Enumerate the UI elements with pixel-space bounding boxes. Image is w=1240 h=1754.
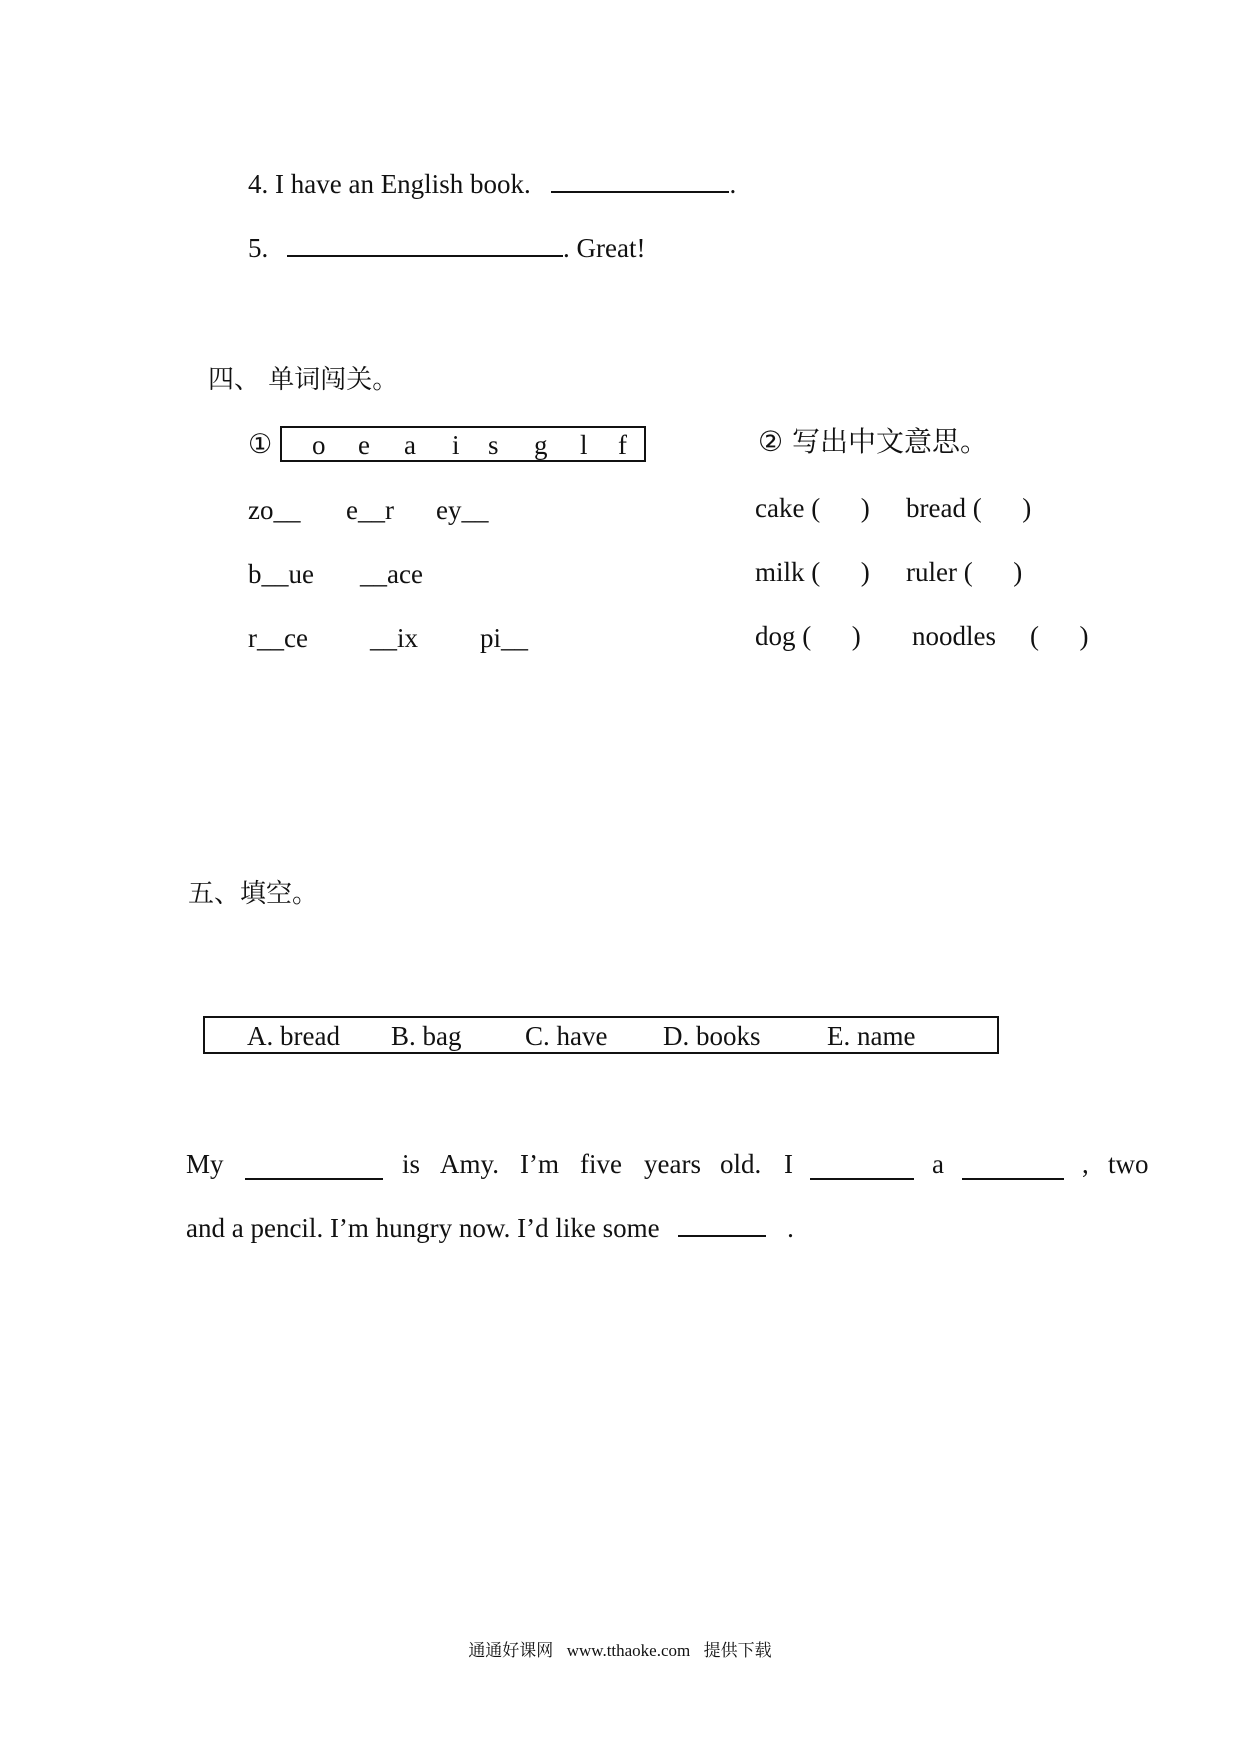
fill-word: b__ue (248, 559, 314, 589)
letter-item: a (404, 430, 416, 460)
answer-blank-4[interactable] (551, 169, 729, 193)
question-5 (248, 232, 645, 264)
passage-word: years (644, 1149, 701, 1179)
passage-blank-3[interactable] (962, 1156, 1064, 1180)
fill-word: e__r (346, 495, 394, 525)
section-5-heading: 五、填空。 (188, 879, 319, 909)
meaning-item: cake ( ) (755, 493, 870, 523)
passage-word: I’m (520, 1149, 559, 1179)
letter-item: o (312, 430, 326, 460)
passage-word: My (186, 1149, 224, 1179)
letter-item: l (580, 430, 588, 460)
word-bank-option: A. bread (247, 1021, 340, 1051)
meaning-item: ( ) (1030, 621, 1089, 651)
passage-word: two (1108, 1149, 1149, 1179)
answer-blank-5[interactable] (287, 233, 563, 257)
meaning-item: ruler ( ) (906, 557, 1023, 587)
passage-line-2-end: . (787, 1213, 794, 1243)
passage-word: Amy. (440, 1149, 499, 1179)
letter-item: e (358, 430, 370, 460)
meaning-item: noodles (912, 621, 996, 651)
fill-word: zo__ (248, 495, 301, 525)
word-bank-option: C. have (525, 1021, 608, 1051)
letter-box (280, 426, 646, 462)
passage-blank-2[interactable] (810, 1156, 914, 1180)
fill-word: __ix (370, 623, 419, 653)
word-bank-option: B. bag (391, 1021, 462, 1051)
part-1-marker: ① (248, 429, 273, 459)
question-4 (248, 168, 736, 200)
meaning-item: dog ( ) (755, 621, 861, 651)
passage-word: five (580, 1149, 622, 1179)
section-4-heading: 四、 单词闯关。 (208, 365, 399, 395)
passage-blank-1[interactable] (245, 1156, 383, 1180)
passage-line-2 (186, 1212, 794, 1244)
word-bank-box (203, 1016, 999, 1054)
question-4-end: . (729, 169, 737, 199)
passage-line-2-text: and a pencil. I’m hungry now. I’d like some (186, 1213, 660, 1243)
passage-word: , (1082, 1149, 1089, 1179)
passage-word: a (932, 1149, 944, 1179)
fill-word: pi__ (480, 623, 529, 653)
word-bank-option: E. name (827, 1021, 916, 1051)
letter-item: s (488, 430, 499, 460)
footer-note: 提供下载 (703, 1641, 772, 1661)
question-5-end: . Great! (563, 233, 646, 263)
page-footer (0, 1636, 1240, 1661)
passage-blank-4[interactable] (678, 1213, 766, 1237)
letter-item: f (618, 430, 627, 460)
question-5-number: 5. (248, 233, 269, 263)
letter-item: i (452, 430, 460, 460)
meaning-item: bread ( ) (906, 493, 1032, 523)
fill-word: __ace (360, 559, 423, 589)
footer-site-name: 通通好课网 (468, 1641, 554, 1661)
fill-word: r__ce (248, 623, 308, 653)
passage-word: old. (720, 1149, 762, 1179)
question-4-text: 4. I have an English book. (248, 169, 531, 199)
fill-word: ey__ (436, 495, 489, 525)
passage-word: is (402, 1149, 421, 1179)
word-bank-option: D. books (663, 1021, 761, 1051)
passage-word: I (784, 1149, 793, 1179)
part-2-heading: ② 写出中文意思。 (758, 425, 989, 458)
meaning-item: milk ( ) (755, 557, 870, 587)
footer-url[interactable]: www.tthaoke.com (566, 1641, 691, 1660)
letter-item: g (534, 430, 548, 460)
